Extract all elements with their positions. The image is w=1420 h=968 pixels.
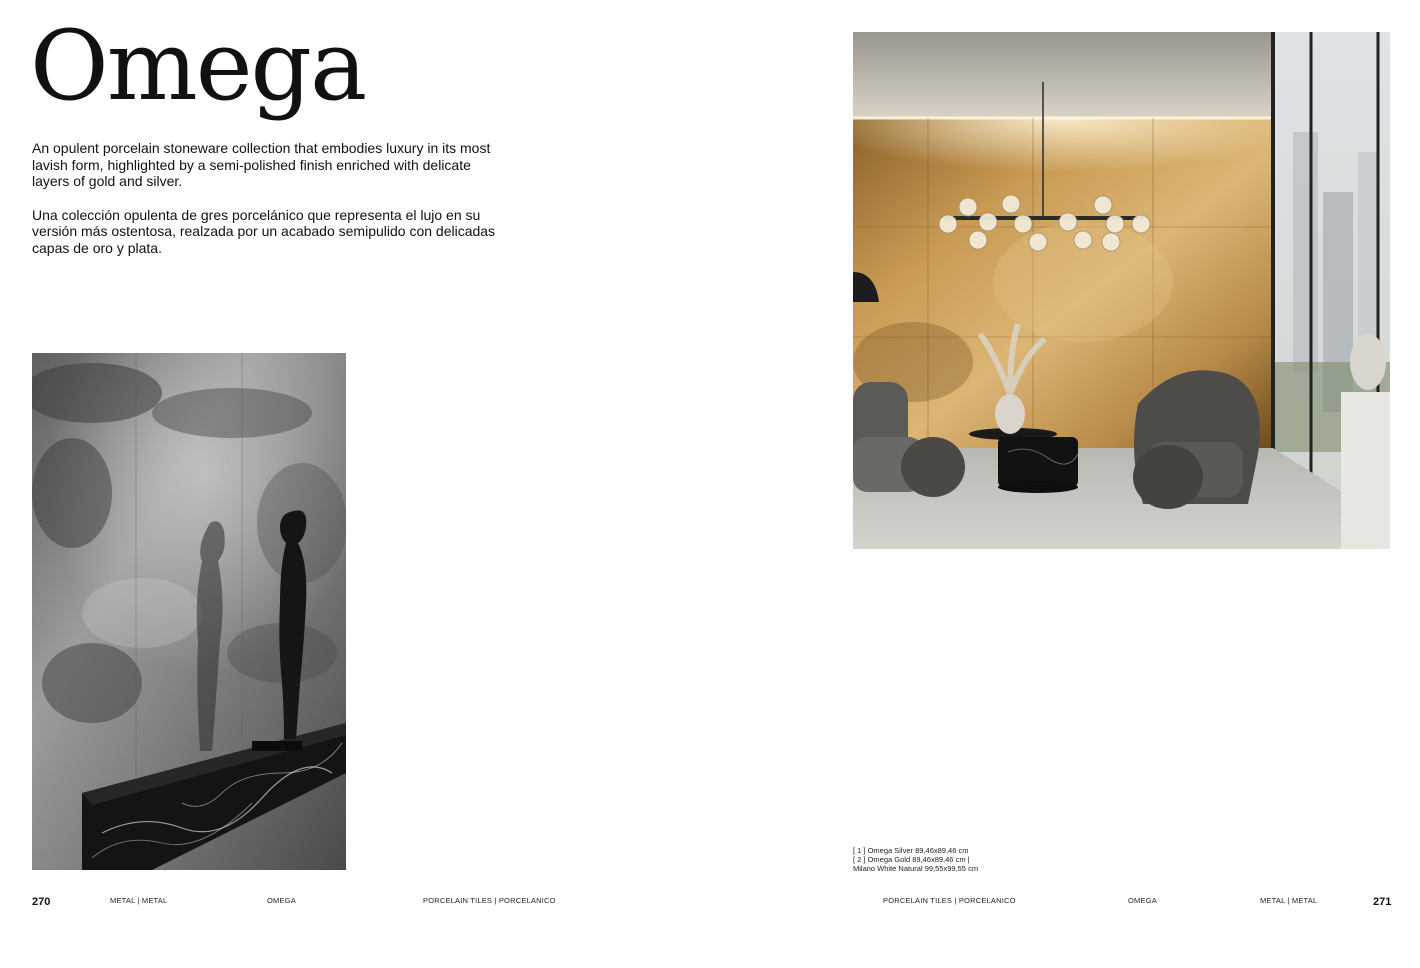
page-number-left: 270 bbox=[32, 896, 51, 908]
collection-title: Omega bbox=[30, 10, 366, 122]
footer-left-collection: OMEGA bbox=[267, 896, 296, 905]
footer-left-category: METAL | METAL bbox=[110, 896, 168, 905]
footer-left-product-type: PORCELAIN TILES | PORCELANICO bbox=[423, 896, 556, 905]
caption-line-3: Milano White Natural 99,55x99,55 cm bbox=[853, 864, 979, 873]
caption-line-2: [ 2 ] Omega Gold 89,46x89,46 cm | bbox=[853, 855, 970, 864]
intro-spanish: Una colección opulenta de gres porcelánico que representa el lujo en su versión más ostentosa, realzada por un acabado semipulido con delicadas capas de oro y plata. bbox=[32, 206, 496, 256]
footer-right-category: METAL | METAL bbox=[1260, 896, 1318, 905]
page-number-right: 271 bbox=[1373, 896, 1392, 908]
photo-caption bbox=[853, 846, 978, 873]
intro-text bbox=[32, 140, 502, 273]
footer-right-product-type: PORCELAIN TILES | PORCELANICO bbox=[883, 896, 1016, 905]
intro-english: An opulent porcelain stoneware collection that embodies luxury in its most lavish form, highlighted by a semi-polished finish enriched with delicate layers of gold and silver. bbox=[32, 140, 491, 189]
caption-line-1: [ 1 ] Omega Silver 89,46x89,46 cm bbox=[853, 846, 969, 855]
silver-tile-photo bbox=[32, 353, 346, 870]
gold-living-room-photo bbox=[853, 32, 1390, 549]
footer-right-collection: OMEGA bbox=[1128, 896, 1157, 905]
